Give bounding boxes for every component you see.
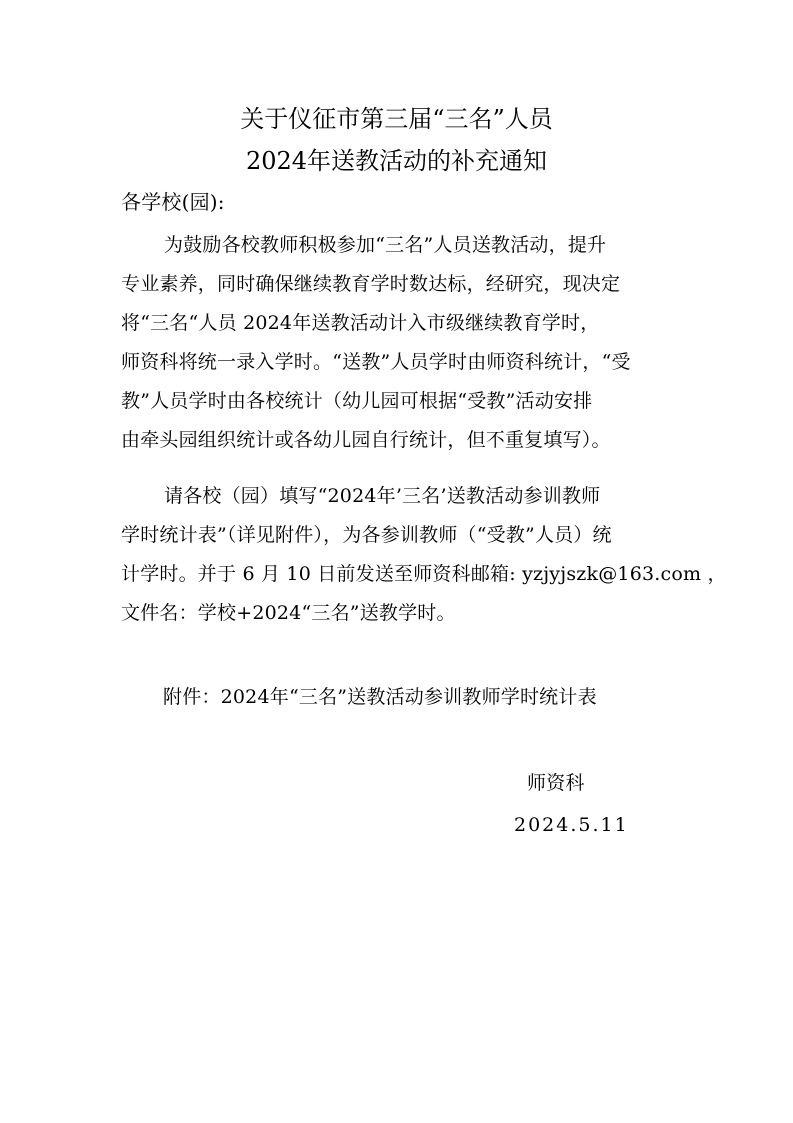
paragraph-1-line-2: 专业素养，同时确保继续教育学时数达标，经研究，现决定 (121, 273, 621, 295)
document-title-line-2: 2024年送教活动的补充通知 (245, 147, 548, 175)
paragraph-2-line-3: 计学时。并于 6 月 10 日前发送至师资科邮箱: yzjyjszk@163.com ， (121, 563, 727, 585)
document-title-line-1: 关于仪征市第三届“三名”人员 (240, 105, 553, 133)
issuer-signature: 师资科 (527, 772, 585, 794)
paragraph-1-line-1: 为鼓励各校教师积极参加“三名”人员送教活动，提升 (164, 234, 607, 256)
paragraph-2-line-4: 文件名：学校+2024“三名”送教学时。 (121, 602, 456, 624)
salutation: 各学校(园): (121, 190, 225, 214)
paragraph-2-line-2: 学时统计表”（详见附件），为各参训教师（“受教”人员）统 (121, 524, 612, 546)
paragraph-1-line-5: 教”人员学时由各校统计（幼儿园可根据“受教”活动安排 (121, 390, 593, 412)
paragraph-2-line-1: 请各校（园）填写“2024年’三名’送教活动参训教师 (164, 485, 601, 507)
paragraph-1-line-4: 师资科将统一录入学时。“送教”人员学时由师资科统计，“受 (121, 351, 631, 373)
attachment-note: 附件：2024年“三名”送教活动参训教师学时统计表 (163, 686, 597, 708)
issue-date: 2024.5.11 (514, 814, 629, 836)
paragraph-1-line-3: 将“三名“人员 2024年送教活动计入市级继续教育学时， (121, 312, 600, 334)
paragraph-1-line-6: 由牵头园组织统计或各幼儿园自行统计，但不重复填写）。 (121, 429, 611, 451)
